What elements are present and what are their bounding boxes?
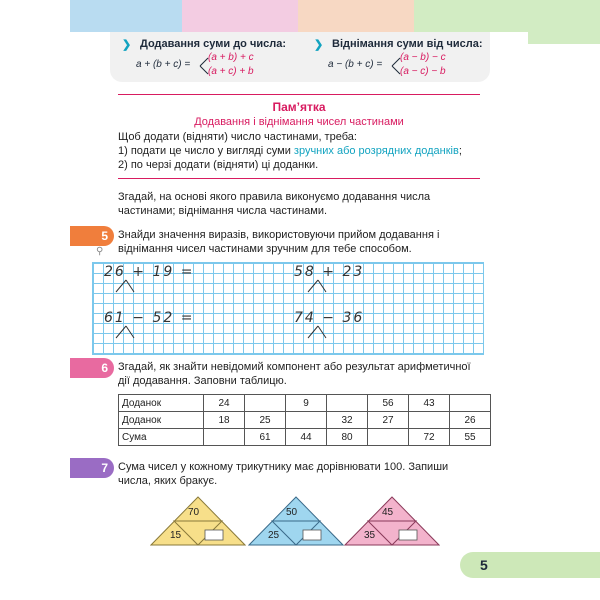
rule-sub-lhs: a − (b + c) = [328,59,383,70]
table-cell[interactable] [204,429,245,446]
table-cell[interactable]: 18 [204,412,245,429]
rule-add-lhs: a + (b + c) = [136,59,191,70]
table-cell[interactable]: 80 [327,429,368,446]
triangle-3-shape [344,496,440,546]
triangle-2-left: 25 [268,530,280,541]
table-row [119,412,491,429]
memo-bottom-rule [118,178,480,179]
row-label: Сума [119,429,204,446]
memo-subtitle: Додавання і віднімання чисел частинами [194,116,404,128]
triangle-2 [248,496,344,546]
rule-sub-title: Віднімання суми від числа: [332,38,483,50]
table-cell[interactable]: 56 [368,395,409,412]
task-7-num: 7 [101,461,108,475]
triangle-3-left: 35 [364,530,376,541]
triangle-1-top: 70 [188,507,200,518]
task-5-text: Знайди значення виразів, використовуючи прийом додавання і віднімання чисел частинами зручним для тебе способом. [118,229,440,255]
split-arrows [112,278,142,294]
table-cell[interactable]: 61 [245,429,286,446]
table-cell[interactable] [409,412,450,429]
table-cell[interactable] [286,412,327,429]
table-cell[interactable] [450,395,491,412]
memo-line-1: Щоб додати (відняти) число частинами, треба: [118,131,357,143]
table-row [119,395,491,412]
table-cell[interactable]: 24 [204,395,245,412]
rule-sub-opt1 [400,52,446,63]
task-7-text: Сума чисел у кожному трикутнику має дорівнювати 100. Запиши числа, яких бракує. [118,461,449,487]
triangle-1 [150,496,246,546]
split-arrows [304,324,334,340]
expr-4: 74 − 36 [294,310,365,326]
recall-text: Згадай, на основі якого правила виконуємо додавання числа частинами; віднімання числа частинами. [118,191,431,217]
header-strip-orange [298,0,414,32]
rule-sub [314,38,490,82]
triangle-1-left: 15 [170,530,182,541]
memo-line-2-c: ; [458,145,462,157]
magnifier-icon: ⚲ [96,246,104,257]
memo-line-2 [118,144,480,158]
memo-top-rule [118,94,480,95]
header-strip-pink [182,0,298,32]
triangle-1-shape [150,496,246,546]
page-number [460,552,600,578]
task-6-num: 6 [101,361,108,375]
table-cell[interactable] [368,429,409,446]
task-number-6 [70,358,114,378]
table-row [119,429,491,446]
task-5-num: 5 [101,229,108,243]
table-cell[interactable]: 27 [368,412,409,429]
rule-add-opt1-text: (a + b) + c [208,52,254,63]
memo-line-2-highlight: зручних або розрядних доданків [293,145,459,157]
memo [118,100,480,172]
header-strip-blue [70,0,182,32]
table-cell[interactable]: 72 [409,429,450,446]
triangle-3-top: 45 [382,507,394,518]
expr-3: 61 − 52 = [104,310,195,326]
triangle-2-shape [248,496,344,546]
table-cell[interactable]: 55 [450,429,491,446]
addition-table [118,394,491,446]
page-number-text: 5 [480,557,488,573]
split-arrows [304,278,334,294]
table-cell[interactable] [327,395,368,412]
table-cell[interactable]: 43 [409,395,450,412]
table-cell[interactable]: 25 [245,412,286,429]
chevron-right-icon: ❯ [314,39,324,51]
right-margin-green [528,32,600,44]
chevron-right-icon: ❯ [122,39,132,51]
triangle-3 [344,496,440,546]
rule-add [122,38,302,82]
task-6-text: Згадай, як знайти невідомий компонент або результат арифметичної дії додавання. Заповни таблицю. [118,361,471,387]
task-number-7 [70,458,114,478]
memo-line-2-a: 1) подати це число у вигляді суми [118,145,294,157]
row-label: Доданок [119,395,204,412]
rule-add-title: Додавання суми до числа: [140,38,286,50]
header-strip-green [414,0,600,32]
memo-title: Пам’ятка [272,100,326,114]
rule-add-opt2-text: (a + c) + b [208,66,254,77]
table-cell[interactable]: 26 [450,412,491,429]
rule-add-opt2 [208,66,254,77]
table-cell[interactable] [245,395,286,412]
table-cell[interactable]: 9 [286,395,327,412]
task-number-5 [70,226,114,246]
triangle-2-top: 50 [286,507,298,518]
rule-sub-opt1-text: (a − b) − c [400,52,446,63]
table-cell[interactable]: 32 [327,412,368,429]
rule-sub-opt2-text: (a − c) − b [400,66,446,77]
table-cell[interactable]: 44 [286,429,327,446]
split-arrows [112,324,142,340]
expr-2: 58 + 23 [294,264,365,280]
row-label: Доданок [119,412,204,429]
expr-1: 26 + 19 = [104,264,195,280]
rule-sub-opt2 [400,66,446,77]
rule-add-opt1 [208,52,254,63]
memo-line-3: 2) по черзі додати (відняти) ці доданки. [118,159,319,171]
